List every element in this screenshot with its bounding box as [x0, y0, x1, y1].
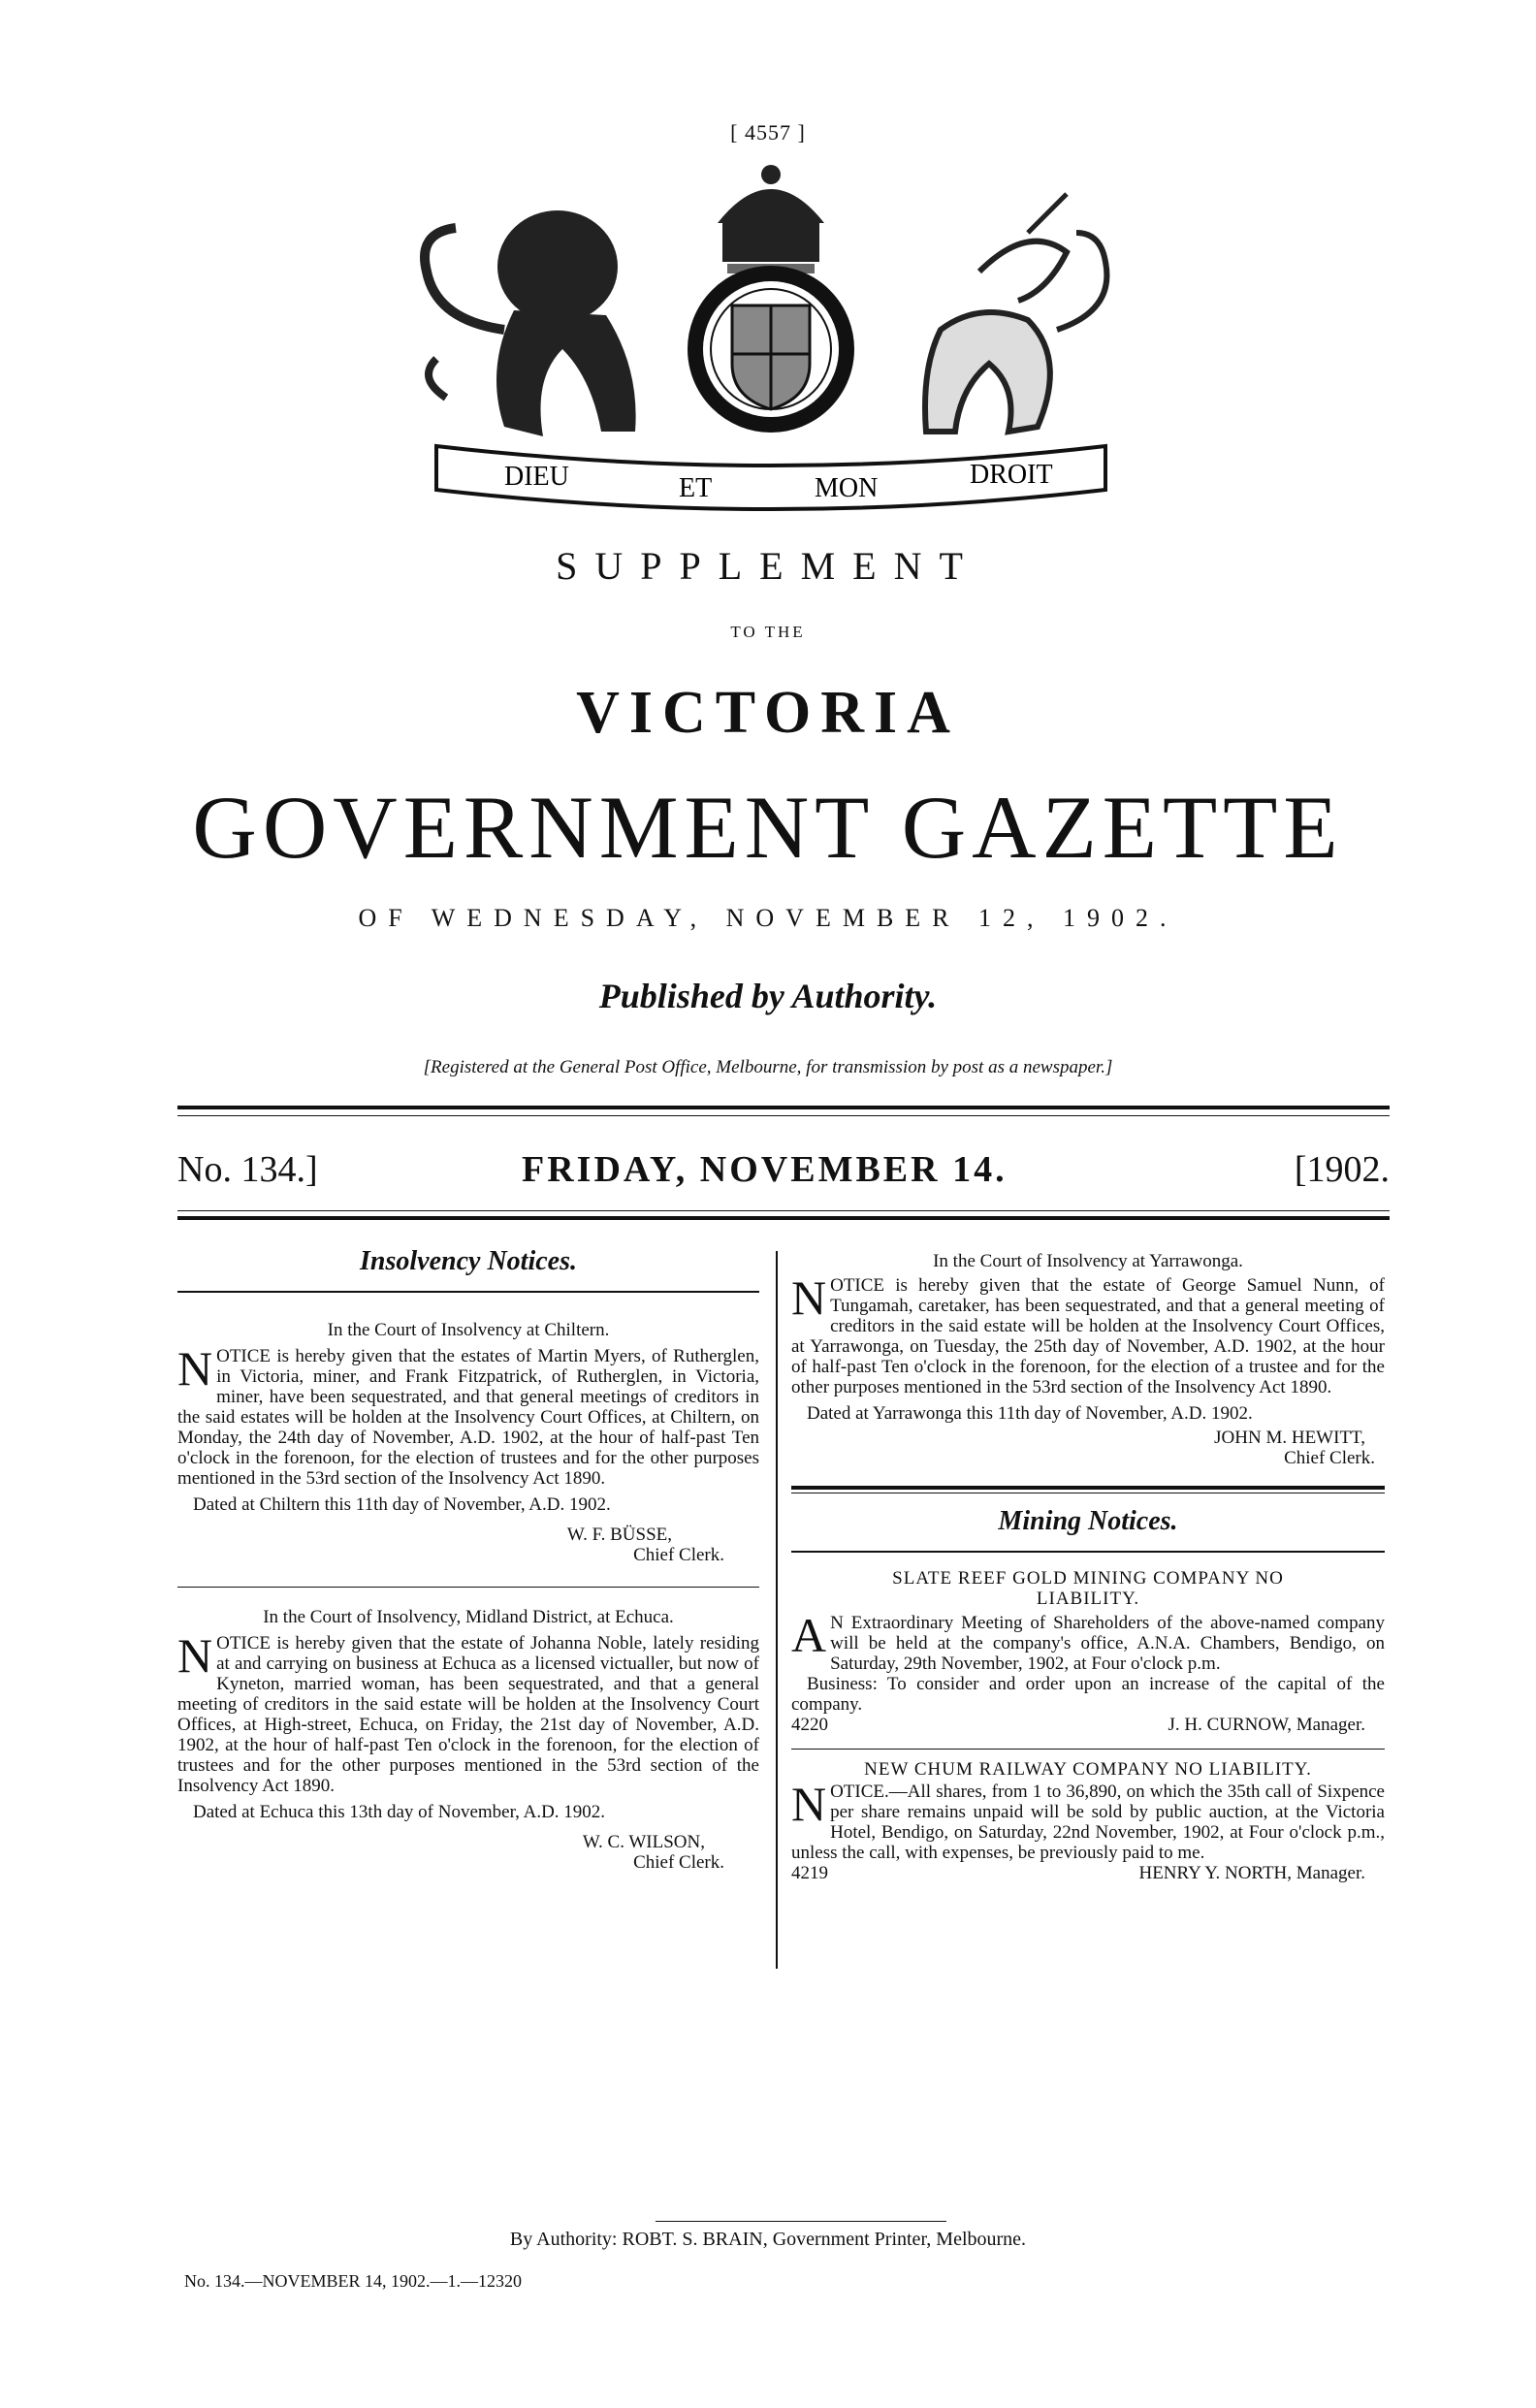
- gazette-title: GOVERNMENT GAZETTE: [192, 778, 1344, 877]
- garter-shield: [695, 273, 847, 425]
- notice-separator: [177, 1587, 759, 1588]
- issue-year: [1902.: [1294, 1149, 1390, 1190]
- motto-et: ET: [679, 473, 713, 503]
- ref-manager-row: [791, 1863, 1385, 1883]
- published-by-authority: Published by Authority.: [598, 977, 938, 1015]
- signature-name: W. C. WILSON,: [582, 1832, 705, 1852]
- notice-body: [791, 1777, 1385, 1863]
- dated-line: Dated at Yarrawonga this 11th day of November, A.D. 1902.: [807, 1403, 1253, 1424]
- issue-number: No. 134.]: [177, 1149, 318, 1190]
- notice-echuca: [177, 1607, 759, 1873]
- business-line: Business: To consider and order upon an increase of the capital of the company.: [791, 1674, 1385, 1715]
- notice-separator: [791, 1749, 1385, 1750]
- notice-new-chum: [791, 1759, 1385, 1883]
- dateline: OF WEDNESDAY, NOVEMBER 12, 1902.: [358, 904, 1178, 932]
- signature-name: W. F. BÜSSE,: [566, 1525, 672, 1545]
- insolvency-heading: Insolvency Notices.: [360, 1246, 577, 1276]
- manager-signature: HENRY Y. NORTH, Manager.: [1138, 1863, 1365, 1883]
- notice-yarrawonga: [791, 1251, 1385, 1468]
- notice-body: [791, 1608, 1385, 1674]
- reference-number: 4220: [791, 1715, 828, 1735]
- victoria-title: VICTORIA: [576, 680, 960, 746]
- drop-cap: N: [791, 1777, 827, 1831]
- court-name: In the Court of Insolvency at Yarrawonga.: [933, 1251, 1243, 1271]
- top-double-rule: [177, 1106, 1390, 1109]
- notice-text: OTICE.—All shares, from 1 to 36,890, on which the 35th call of Sixpence per share remains unpaid will be sold by public auction, at the Victoria Hotel, Bendigo, on Saturday, 22nd November, 1902, at Four o'clock p.m., unless the call, with expenses, be previously paid to me.: [791, 1782, 1385, 1863]
- notice-text: N Extraordinary Meeting of Shareholders of the above-named company will be held at the company's office, A.N.A. Chambers, Bendigo, on Saturday, 29th November, 1902, at Four o'clock p.m.: [830, 1613, 1385, 1674]
- bottom-double-rule: [177, 1216, 1390, 1220]
- royal-coat-of-arms: [398, 155, 1144, 514]
- motto-scroll: [436, 446, 1105, 509]
- drop-cap: A: [791, 1608, 827, 1662]
- issue-date: FRIDAY, NOVEMBER 14.: [522, 1149, 1008, 1190]
- court-name: In the Court of Insolvency, Midland District, at Echuca.: [263, 1607, 674, 1627]
- company-name: NEW CHUM RAILWAY COMPANY NO LIABILITY.: [864, 1759, 1312, 1780]
- motto-dieu: DIEU: [504, 462, 569, 492]
- footer-rule: [656, 2221, 946, 2222]
- unicorn-supporter: [925, 194, 1106, 432]
- reference-number: 4219: [791, 1863, 828, 1883]
- notice-body: [177, 1628, 759, 1796]
- section-rule-thick: [791, 1486, 1385, 1490]
- right-column: [791, 1251, 1385, 1883]
- printer-authority: By Authority: ROBT. S. BRAIN, Government Printer, Melbourne.: [509, 2229, 1027, 2250]
- motto-mon: MON: [815, 473, 879, 503]
- court-name: In the Court of Insolvency at Chiltern.: [327, 1320, 610, 1340]
- page-number: [ 4557 ]: [730, 120, 806, 144]
- notice-text: OTICE is hereby given that the estate of George Samuel Nunn, of Tungamah, caretaker, has been sequestrated, and that a general meeting of creditors in the said estate will be holden at the Insolvency Court Offices, at Yarrawonga, on Tuesday, the 25th day of November, A.D. 1902, at the hour of half-past Ten o'clock in the forenoon, for the election of a trustee and for the other purposes mentioned in the 53rd section of the Insolvency Act 1890.: [791, 1275, 1385, 1397]
- crown: [718, 165, 824, 273]
- signature-name: JOHN M. HEWITT,: [1214, 1428, 1365, 1448]
- drop-cap: N: [177, 1341, 213, 1396]
- notice-text: OTICE is hereby given that the estates of Martin Myers, of Rutherglen, in Victoria, miner, and Frank Fitzpatrick, of Rutherglen, in Victoria, miner, have been sequestrated, and that general meetings of creditors in the said estates will be holden at the Insolvency Court Offices, at Chiltern, on Monday, the 24th day of November, A.D. 1902, at the hour of half-past Ten o'clock in the forenoon, for the election of trustees and for the other purposes mentioned in the 53rd section of the Insolvency Act 1890.: [177, 1346, 759, 1489]
- bottom-thin-rule: [177, 1210, 1390, 1211]
- lion-supporter: [425, 210, 636, 436]
- company-name: SLATE REEF GOLD MINING COMPANY NO LIABILITY.: [892, 1568, 1284, 1609]
- dated-line: Dated at Chiltern this 11th day of November, A.D. 1902.: [193, 1494, 611, 1515]
- left-column: [177, 1246, 759, 1873]
- manager-signature: J. H. CURNOW, Manager.: [1168, 1715, 1365, 1735]
- dated-line: Dated at Echuca this 13th day of November, A.D. 1902.: [193, 1802, 606, 1822]
- ref-manager-row: [791, 1715, 1385, 1735]
- notice-body: [177, 1341, 759, 1489]
- heading-rule: [177, 1291, 759, 1293]
- notice-text: OTICE is hereby given that the estate of Johanna Noble, lately residing at and carrying on business at Echuca as a licensed victualler, but now of Kyneton, married woman, has been sequestrated, and that a general meeting of creditors in the said estate will be holden at the Insolvency Court Offices, at High-street, Echuca, on Friday, the 21st day of November, A.D. 1902, at the hour of half-past Ten o'clock in the forenoon, for the election of trustees and for the other purposes mentioned in the 53rd section of the Insolvency Act 1890.: [177, 1633, 759, 1796]
- signature-title: Chief Clerk.: [633, 1545, 724, 1565]
- signature-title: Chief Clerk.: [633, 1852, 724, 1873]
- signature-title: Chief Clerk.: [1284, 1448, 1375, 1468]
- notice-slate-reef: [791, 1568, 1385, 1735]
- top-thin-rule: [177, 1115, 1390, 1116]
- drop-cap: N: [791, 1270, 827, 1325]
- drop-cap: N: [177, 1628, 213, 1683]
- registration-note: [Registered at the General Post Office, Melbourne, for transmission by post as a newspaper.]: [423, 1057, 1113, 1077]
- supplement-title: SUPPLEMENT: [556, 544, 980, 588]
- notice-chiltern: [177, 1320, 759, 1565]
- issue-line: [177, 1148, 1390, 1206]
- motto-droit: DROIT: [970, 460, 1053, 490]
- to-the-label: TO THE: [730, 623, 806, 641]
- mining-heading: Mining Notices.: [998, 1506, 1178, 1536]
- column-divider: [776, 1251, 778, 1969]
- imprint-line: No. 134.—NOVEMBER 14, 1902.—1.—12320: [184, 2271, 523, 2291]
- heading-rule: [791, 1551, 1385, 1553]
- notice-body: [791, 1270, 1385, 1397]
